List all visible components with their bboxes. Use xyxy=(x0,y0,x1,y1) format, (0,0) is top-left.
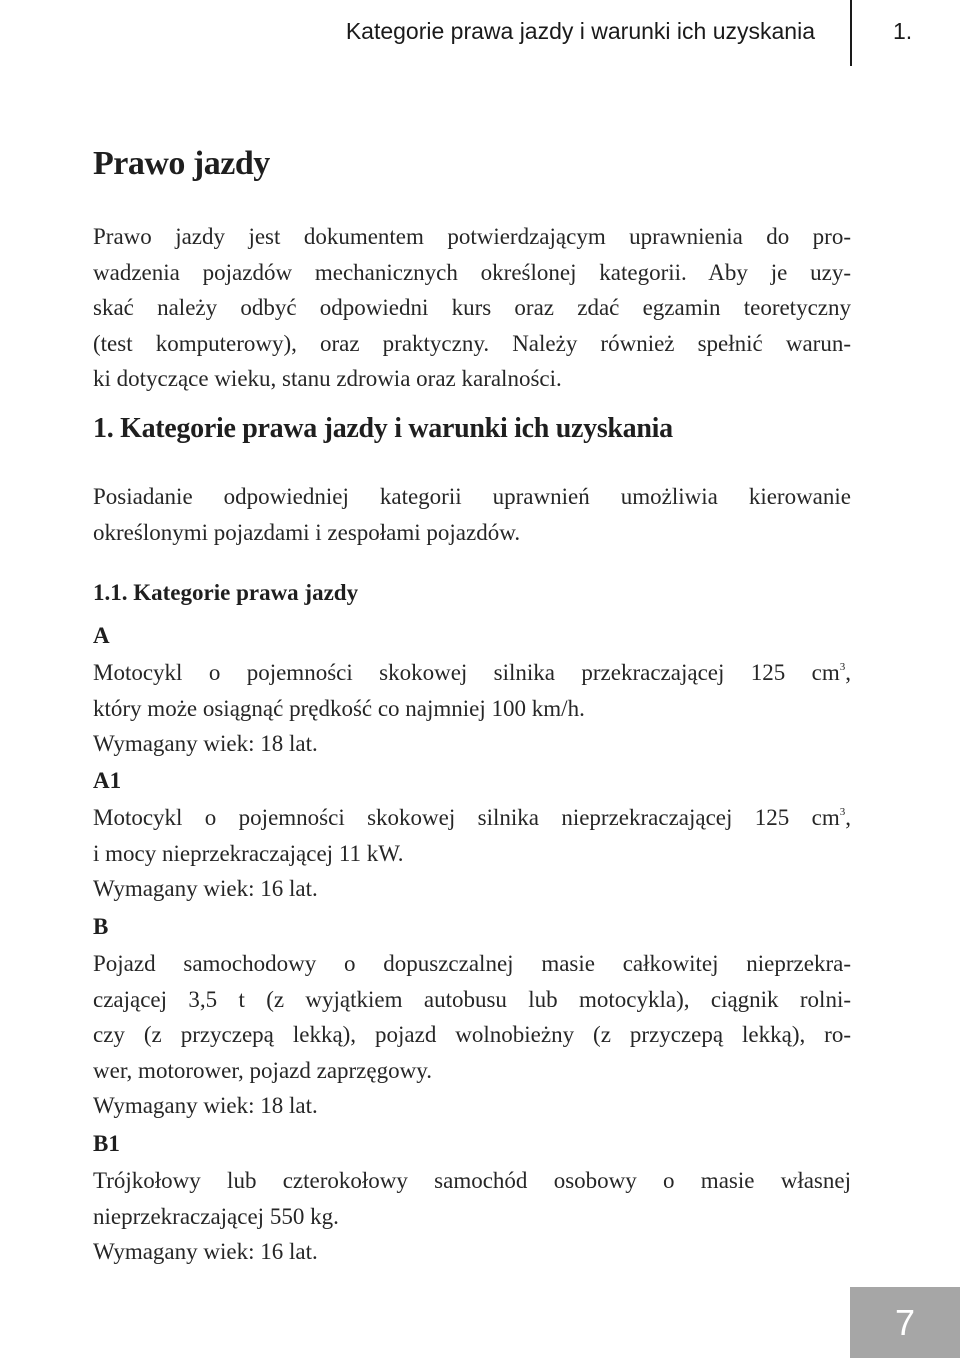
line-text: Motocykl o pojemności skokowej silnika przekraczającej 125 cm xyxy=(93,660,840,685)
category-code-a: A xyxy=(93,623,110,648)
paragraph-line xyxy=(93,655,851,691)
cubic-superscript: 3 xyxy=(839,661,846,673)
paragraph-line: Posiadanie odpowiedniej kategorii uprawnień umożliwia kierowanie xyxy=(93,484,851,509)
paragraph-line: skać należy odbyć odpowiedni kurs oraz zdać egzamin teoretyczny xyxy=(93,295,851,320)
line-text: Motocykl o pojemności skokowej silnika nieprzekraczającej 125 cm xyxy=(93,805,840,830)
chapter-intro-paragraph xyxy=(93,479,851,550)
paragraph-line: ki dotyczące wieku, stanu zdrowia oraz karalności. xyxy=(93,366,562,391)
category-code-a1: A1 xyxy=(93,768,122,793)
subsection-title: 1.1. Kategorie prawa jazdy xyxy=(93,580,359,605)
running-header xyxy=(0,0,960,66)
category-code-b: B xyxy=(93,914,109,939)
section-title: Prawo jazdy xyxy=(93,145,270,182)
category-b1-description xyxy=(93,1163,851,1270)
paragraph-line: czającej 3,5 t (z wyjątkiem autobusu lub motocykla), ciągnik rolni- xyxy=(93,986,851,1012)
paragraph-line: Trójkołowy lub czterokołowy samochód osobowy o masie własnej xyxy=(93,1168,851,1193)
line-punctuation: , xyxy=(845,660,851,685)
running-header-chapter-number: 1. xyxy=(893,18,913,44)
required-age: Wymagany wiek: 16 lat. xyxy=(93,1239,318,1264)
running-header-divider xyxy=(850,0,852,66)
paragraph-line: i mocy nieprzekraczającej 11 kW. xyxy=(93,840,404,866)
cubic-superscript: 3 xyxy=(839,806,846,818)
line-punctuation: , xyxy=(845,805,851,830)
required-age: Wymagany wiek: 16 lat. xyxy=(93,876,318,901)
paragraph-line: Prawo jazdy jest dokumentem potwierdzającym uprawnienia do pro- xyxy=(93,224,851,249)
running-header-title: Kategorie prawa jazdy i warunki ich uzyskania xyxy=(345,18,815,44)
paragraph-line: (test komputerowy), oraz praktyczny. Należy również spełnić warun- xyxy=(93,330,851,356)
paragraph-line: wer, motorower, pojazd zaprzęgowy. xyxy=(93,1057,432,1083)
paragraph-line: określonymi pojazdami i zespołami pojazdów. xyxy=(93,519,521,545)
category-a-description xyxy=(93,655,851,762)
paragraph-line xyxy=(93,800,851,836)
required-age: Wymagany wiek: 18 lat. xyxy=(93,1093,318,1118)
page-number-box xyxy=(850,1287,960,1358)
paragraph-line: wadzenia pojazdów mechanicznych określonej kategorii. Aby je uzy- xyxy=(93,259,851,285)
paragraph-line: czy (z przyczepą lekką), pojazd wolnobieżny (z przyczepą lekką), ro- xyxy=(93,1022,851,1047)
category-a1-description xyxy=(93,800,851,907)
paragraph-line: nieprzekraczającej 550 kg. xyxy=(93,1203,339,1229)
paragraph-line: który może osiągnąć prędkość co najmniej 100 km/h. xyxy=(93,695,585,721)
category-code-b1: B1 xyxy=(93,1131,120,1156)
section-intro-paragraph xyxy=(93,219,851,397)
page-number: 7 xyxy=(894,1302,916,1343)
category-b-description xyxy=(93,946,851,1124)
chapter-title: 1. Kategorie prawa jazdy i warunki ich uzyskania xyxy=(93,413,673,444)
required-age: Wymagany wiek: 18 lat. xyxy=(93,731,318,756)
paragraph-line: Pojazd samochodowy o dopuszczalnej masie całkowitej nieprzekra- xyxy=(93,951,851,976)
